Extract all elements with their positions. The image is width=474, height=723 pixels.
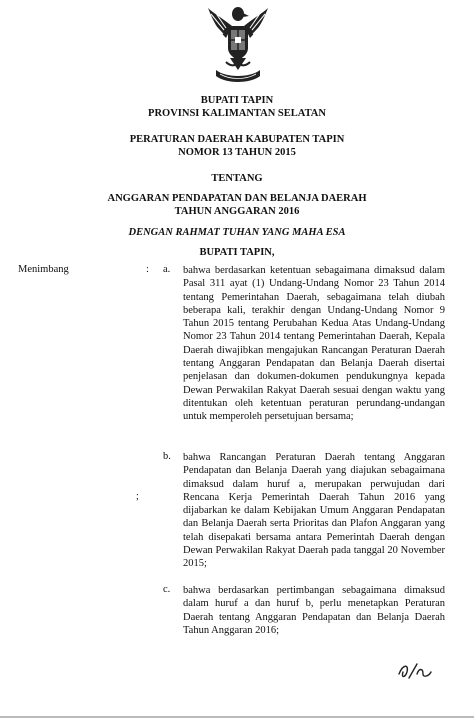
- considering-colon: :: [146, 264, 149, 275]
- regent-address: BUPATI TAPIN,: [199, 247, 275, 258]
- page-bottom-border: [0, 716, 474, 718]
- subject-line-1: ANGGARAN PENDAPATAN DAN BELANJA DAERAH: [107, 193, 367, 204]
- item-letter-a: a.: [163, 264, 171, 275]
- regent-title: BUPATI TAPIN: [200, 95, 274, 106]
- regulation-number: NOMOR 13 TAHUN 2015: [178, 147, 296, 158]
- item-letter-b: b.: [163, 451, 171, 462]
- regarding-label: TENTANG: [211, 173, 263, 184]
- item-text-b: bahwa Rancangan Peraturan Daerah tentang Anggaran Pendapatan dan Belanja Daerah yang diajukan sebagaimana dimaksud dalam huruf a, merupakan perwujudan dari Rencana Kerja Pemerintah Daerah Tahun 2016 yang dijabarkan ke dalam Kebijakan Umum Anggaran Pendapatan dan Belanja Daerah serta Prioritas dan Plafon Anggaran yang telah disepakati bersama antara Pemerintah Daerah dengan Dewan Perwakilan Rakyat Daerah pada tanggal 20 November 2015;: [183, 452, 445, 570]
- subject-line-2: TAHUN ANGGARAN 2016: [174, 206, 300, 217]
- stray-mark: ;: [136, 491, 139, 502]
- province-title: PROVINSI KALIMANTAN SELATAN: [148, 108, 326, 119]
- regulation-title: PERATURAN DAERAH KABUPATEN TAPIN: [129, 134, 345, 145]
- item-text-a: bahwa berdasarkan ketentuan sebagaimana dimaksud dalam Pasal 311 ayat (1) Undang-Undang Nomor 23 Tahun 2014 tentang Pemerintahan Daerah, sebagaimana telah diubah beberapa kali, terakhir dengan Undang-Undang Nomor 9 Tahun 2015 tentang Perubahan Kedua Atas Undang-Undang Nomor 23 Tahun 2014 tentang Pemerintahan Daerah, Kepala Daerah diwajibkan mengajukan Rancangan Peraturan Daerah tentang Anggaran Pendapatan dan Belanja Daerah disertai penjelasan dan dokumen-dokumen pendukungnya kepada Dewan Perwakilan Rakyat Daerah sesuai dengan waktu yang ditentukan oleh ketentuan peraturan perundang-undangan untuk memperoleh persetujuan bersama;: [183, 265, 445, 423]
- garuda-emblem-icon: [206, 4, 270, 84]
- item-letter-c: c.: [163, 584, 171, 595]
- considering-label: Menimbang: [18, 264, 69, 275]
- item-text-c: bahwa berdasarkan pertimbangan sebagaimana dimaksud dalam huruf a dan huruf b, perlu menetapkan Peraturan Daerah tentang Anggaran Pendapatan dan Belanja Daerah Tahun Anggaran 2016;: [183, 585, 445, 636]
- blessing-line: DENGAN RAHMAT TUHAN YANG MAHA ESA: [128, 227, 346, 238]
- signature-initials-icon: [395, 660, 435, 682]
